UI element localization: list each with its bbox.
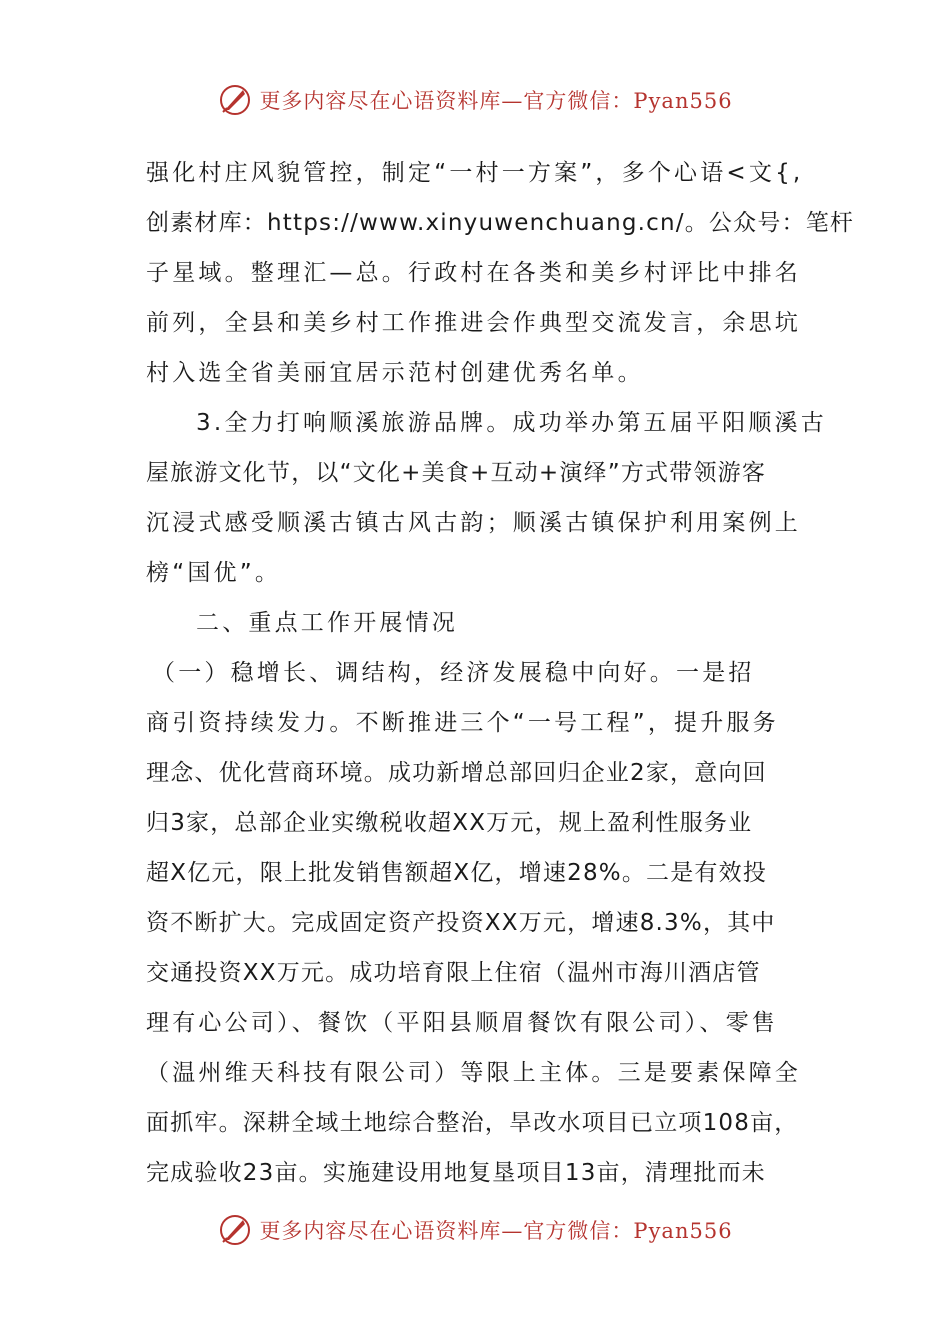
- watermark-banner-top: [0, 80, 950, 120]
- text-line: 理念、优化营商环境。成功新增总部回归企业2家，意向回: [146, 760, 767, 786]
- text-line: 屋旅游文化节，以“文化+美食+互动+演绎”方式带领游客: [146, 460, 767, 486]
- text-line: 超X亿元，限上批发销售额超X亿，增速28%。二是有效投: [146, 860, 768, 886]
- text-line: 资不断扩大。完成固定资产投资XX万元，增速8.3%，其中: [146, 910, 776, 936]
- text-line: 前列，全县和美乡村工作推进会作典型交流发言，余思坑: [146, 310, 801, 336]
- section-heading: 二、重点工作开展情况: [196, 610, 458, 636]
- text-line: 创素材库：https://www.xinyuwenchuang.cn/。公众号：笔杆: [146, 210, 855, 236]
- quill-logo-icon: [217, 82, 253, 118]
- text-line: 沉浸式感受顺溪古镇古风古韵；顺溪古镇保护利用案例上: [146, 510, 801, 536]
- watermark-banner-bottom: [0, 1210, 950, 1250]
- text-line: （温州维天科技有限公司）等限上主体。三是要素保障全: [146, 1060, 801, 1086]
- text-line: 强化村庄风貌管控，制定“一村一方案”，多个心语<文{,: [146, 160, 804, 186]
- document-body: [146, 148, 855, 1198]
- watermark-text: 更多内容尽在心语资料库—官方微信：Pyan556: [259, 89, 733, 113]
- watermark-text: 更多内容尽在心语资料库—官方微信：Pyan556: [259, 1219, 733, 1243]
- text-line: 子星域。整理汇—总。行政村在各类和美乡村评比中排名: [146, 260, 801, 286]
- text-line: 完成验收23亩。实施建设用地复垦项目13亩，清理批而未: [146, 1160, 766, 1186]
- text-line: （一）稳增长、调结构，经济发展稳中向好。一是招: [152, 660, 755, 686]
- text-line: 榜“国优”。: [146, 560, 282, 586]
- text-line: 归3家，总部企业实缴税收超XX万元，规上盈利性服务业: [146, 810, 753, 836]
- text-line: 商引资持续发力。不断推进三个“一号工程”，提升服务: [146, 710, 779, 736]
- text-line: 交通投资XX万元。成功培育限上住宿（温州市海川酒店管: [146, 960, 761, 986]
- text-line: 村入选全省美丽宜居示范村创建优秀名单。: [146, 360, 644, 386]
- text-line: 面抓牢。深耕全域土地综合整治，旱改水项目已立项108亩，: [146, 1110, 799, 1136]
- text-line: 3.全力打响顺溪旅游品牌。成功举办第五届平阳顺溪古: [196, 410, 827, 436]
- text-line: 理有心公司）、餐饮（平阳县顺眉餐饮有限公司）、零售: [146, 1010, 778, 1036]
- quill-logo-icon: [217, 1212, 253, 1248]
